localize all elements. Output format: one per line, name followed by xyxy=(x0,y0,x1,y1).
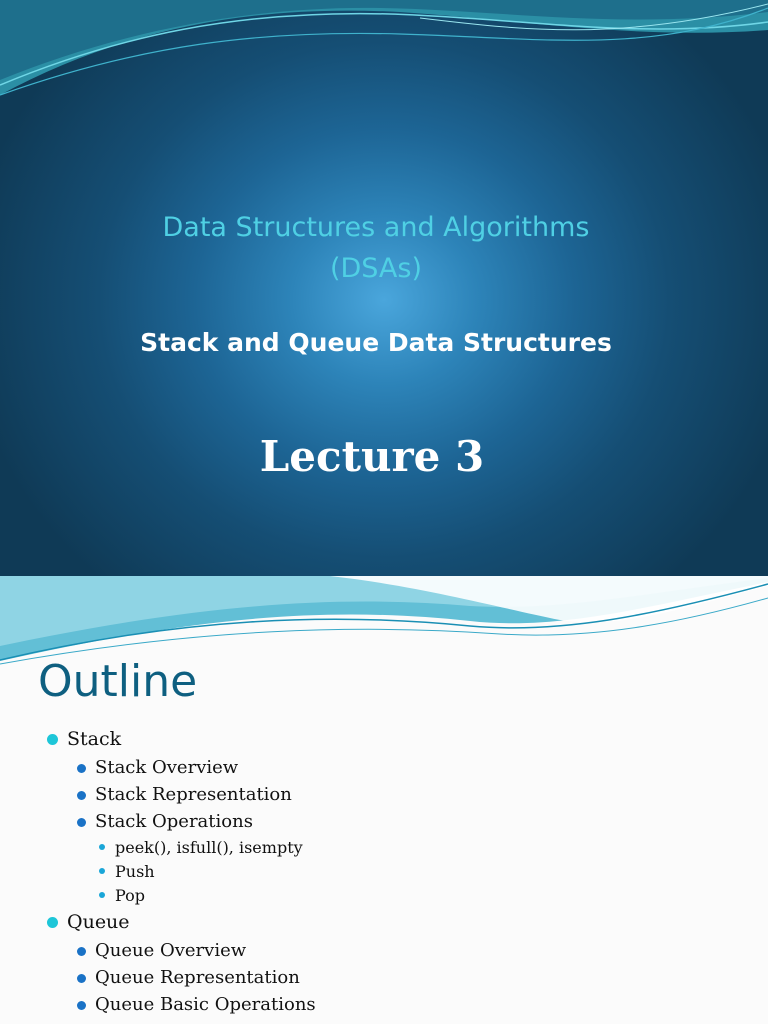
bullet-icon xyxy=(77,818,86,827)
bullet-icon xyxy=(77,947,86,956)
outline-item-queue-overview xyxy=(95,940,246,961)
outline-item-queue xyxy=(67,911,130,933)
outline-item-stack xyxy=(67,728,121,750)
bullet-icon xyxy=(77,764,86,773)
outline-item-stack-representation xyxy=(95,784,292,805)
outline-item-text: Stack Representation xyxy=(95,784,292,805)
outline-item-text: Stack Operations xyxy=(95,811,253,832)
outline-item-text: Stack Overview xyxy=(95,757,239,778)
outline-item-stack-operations xyxy=(95,811,253,832)
outline-item-text: Stack xyxy=(67,728,122,750)
bullet-icon xyxy=(99,844,105,850)
outline-item-pop xyxy=(115,886,145,905)
outline-item-stack-overview xyxy=(95,757,238,778)
slide-title xyxy=(0,207,752,289)
outline-list xyxy=(0,576,768,1024)
bullet-icon xyxy=(77,791,86,800)
slide-title-line-1: Data Structures and Algorithms xyxy=(162,212,590,243)
outline-item-push xyxy=(115,862,155,881)
outline-item-peek xyxy=(115,838,303,857)
outline-slide xyxy=(0,576,768,1024)
outline-item-text: Queue Basic Operations xyxy=(95,994,316,1015)
bullet-icon xyxy=(47,917,58,928)
outline-item-text: Queue Overview xyxy=(95,940,247,961)
slide-subtitle: Stack and Queue Data Structures xyxy=(140,328,612,357)
outline-item-queue-basic-operations xyxy=(95,994,316,1015)
bullet-icon xyxy=(77,1001,86,1010)
outline-item-text: Queue xyxy=(67,911,130,933)
outline-item-text: Push xyxy=(115,862,155,881)
header-wave-decoration xyxy=(0,0,768,110)
lecture-number: Lecture 3 xyxy=(259,432,485,481)
bullet-icon xyxy=(77,974,86,983)
bullet-icon xyxy=(47,734,58,745)
outline-item-text: Queue Representation xyxy=(95,967,300,988)
outline-item-queue-representation xyxy=(95,967,300,988)
outline-title: Outline xyxy=(38,656,198,707)
bullet-icon xyxy=(99,892,105,898)
slide-title-line-2: (DSAs) xyxy=(329,253,423,284)
bullet-icon xyxy=(99,868,105,874)
outline-item-text: Pop xyxy=(115,886,145,905)
outline-item-text: peek(), isfull(), isempty xyxy=(115,838,303,857)
